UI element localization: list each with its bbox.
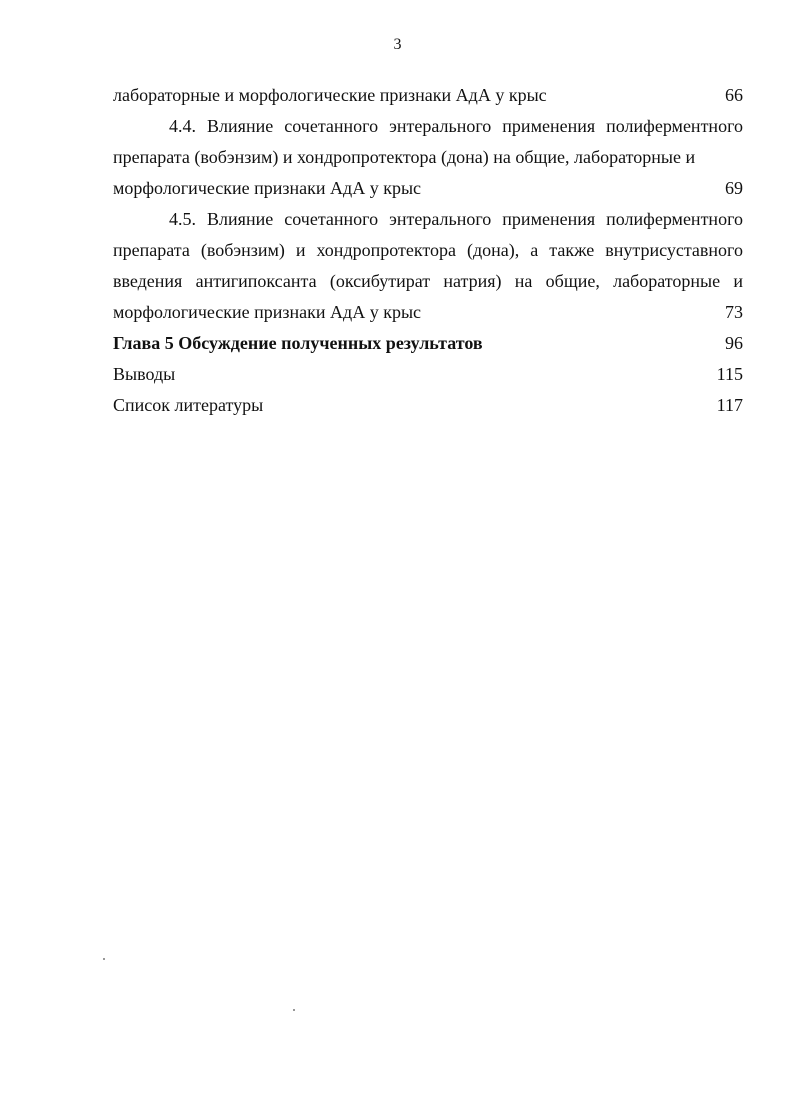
toc-entry-text: Список литературы: [113, 395, 264, 415]
toc-entry-continuation: [113, 173, 743, 204]
toc-chapter-entry: [113, 328, 743, 359]
toc-page-number: 66: [725, 85, 743, 105]
toc-entry-text: введения антигипоксанта (оксибутират натрия) на общие, лабораторные и: [113, 271, 743, 291]
toc-entry: [113, 111, 743, 142]
toc-entry-text: Глава 5 Обсуждение полученных результатов: [113, 333, 483, 353]
toc-entry-text: 4.5. Влияние сочетанного энтерального применения полиферментного: [169, 209, 743, 229]
toc-entry-text: Выводы: [113, 364, 176, 384]
toc-entry: [113, 80, 743, 111]
toc-page-number: 73: [725, 302, 743, 322]
toc-page-number: 115: [716, 364, 743, 384]
toc-entry-text: морфологические признаки АдА у крыс: [113, 178, 422, 198]
toc-entry-text: препарата (вобэнзим) и хондропротектора (дона) на общие, лабораторные и: [113, 147, 696, 167]
toc-page-number: 69: [725, 178, 743, 198]
scan-speck: [293, 1009, 295, 1011]
toc-entry: [113, 390, 743, 421]
toc-entry: [113, 204, 743, 235]
toc-page-number: 96: [725, 333, 743, 353]
scan-speck: [103, 958, 105, 960]
toc-entry-text: препарата (вобэнзим) и хондропротектора (дона), а также внутрисуставного: [113, 240, 743, 260]
toc-entry-continuation: [113, 297, 743, 328]
toc-entry: [113, 359, 743, 390]
toc-entry-text: 4.4. Влияние сочетанного энтерального применения полиферментного: [169, 116, 743, 136]
toc-page-number: 117: [716, 395, 743, 415]
toc-entry-text: морфологические признаки АдА у крыс: [113, 302, 422, 322]
toc-entry-continuation: [113, 266, 743, 297]
toc-entry-text: лабораторные и морфологические признаки АдА у крыс: [113, 85, 547, 105]
toc-entry-continuation: [113, 235, 743, 266]
page-number: 3: [393, 36, 402, 53]
toc-entry-continuation: [113, 142, 743, 173]
table-of-contents: [113, 80, 743, 421]
